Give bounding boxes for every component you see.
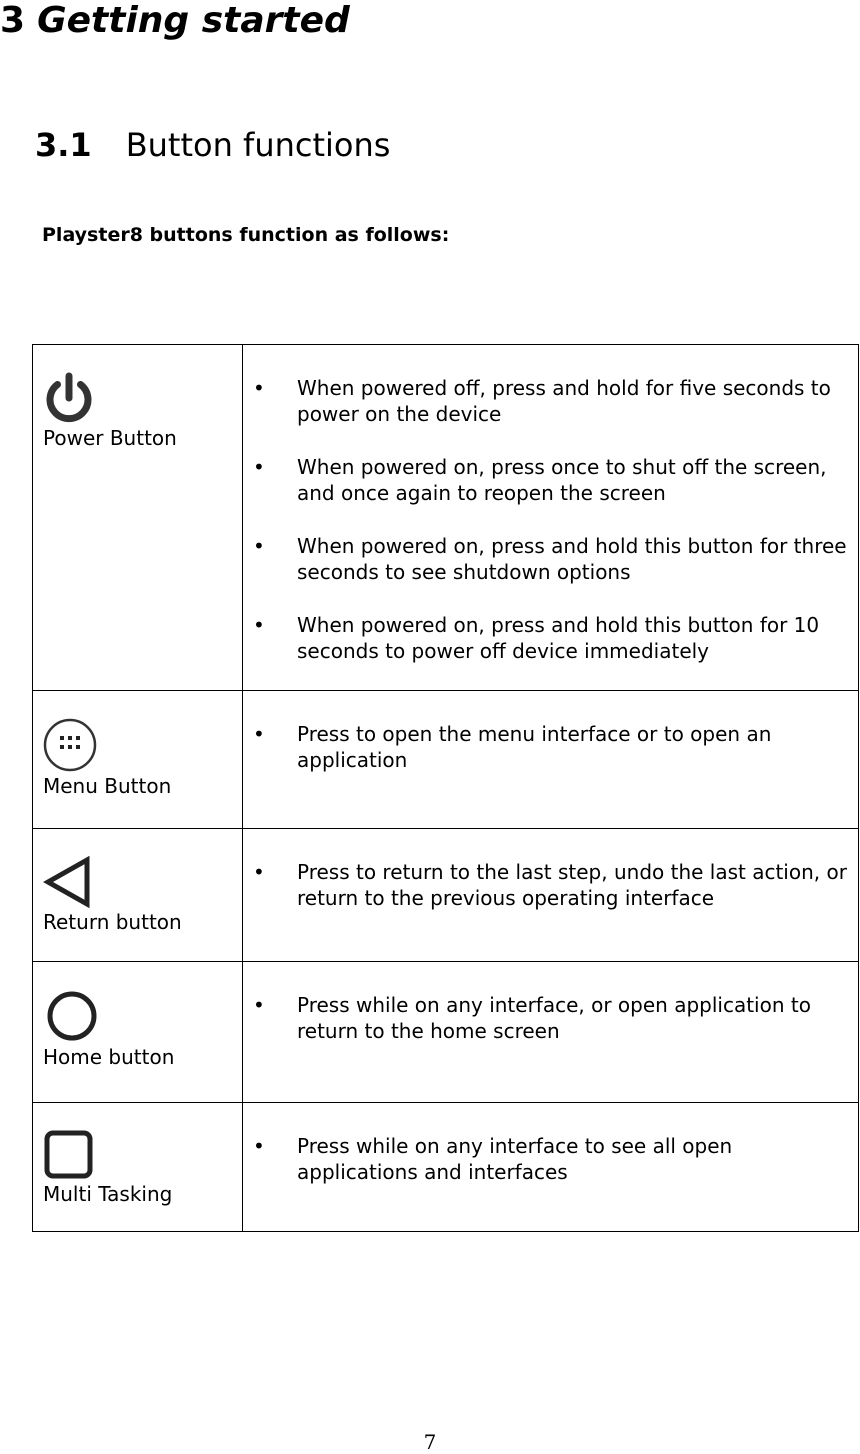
chapter-title: Getting started [37, 0, 350, 41]
menu-desc-list [243, 721, 850, 773]
power-desc-list [243, 375, 850, 664]
power-desc-cell [243, 345, 859, 691]
home-desc-list [243, 992, 850, 1044]
menu-button-label: Menu Button [43, 774, 172, 798]
chapter-heading [0, 0, 350, 42]
return-icon [43, 855, 232, 909]
section-heading [35, 125, 390, 165]
list-item: • When powered on, press once to shut off the screen, and once again to reopen the screen [243, 454, 850, 506]
intro-text: Playster8 buttons function as follows: [42, 224, 450, 246]
return-button-label: Return button [43, 910, 182, 934]
button-functions-table [32, 344, 859, 1232]
power-button-label: Power Button [43, 426, 177, 450]
multitask-desc-list [243, 1133, 850, 1185]
multitask-desc-cell [243, 1103, 859, 1232]
section-title: Button functions [125, 126, 391, 164]
home-icon [43, 988, 232, 1044]
table-row-multitask [33, 1103, 859, 1232]
chapter-number: 3 [0, 0, 26, 41]
home-label-cell [33, 962, 243, 1103]
multitask-icon [43, 1129, 232, 1181]
return-label-cell [33, 829, 243, 962]
table-row-power [33, 345, 859, 691]
list-item: • When powered on, press and hold this button for 10 seconds to power off device immediately [243, 612, 850, 664]
table-row-return [33, 829, 859, 962]
return-desc-list [243, 859, 850, 911]
table-row-home [33, 962, 859, 1103]
table-row-menu [33, 691, 859, 829]
list-item: • Press to open the menu interface or to open an application [243, 721, 850, 773]
list-item: • When powered off, press and hold for five seconds to power on the device [243, 375, 850, 427]
multitask-button-label: Multi Tasking [43, 1182, 173, 1206]
list-item: • Press while on any interface to see all open applications and interfaces [243, 1133, 850, 1185]
power-icon [43, 371, 232, 425]
power-label-cell [33, 345, 243, 691]
return-desc-cell [243, 829, 859, 962]
home-button-label: Home button [43, 1045, 175, 1069]
section-number: 3.1 [35, 126, 92, 164]
list-item: • When powered on, press and hold this button for three seconds to see shutdown options [243, 533, 850, 585]
home-desc-cell [243, 962, 859, 1103]
multitask-label-cell [33, 1103, 243, 1232]
list-item: • Press while on any interface, or open application to return to the home screen [243, 992, 850, 1044]
menu-desc-cell [243, 691, 859, 829]
page-number: 7 [423, 1430, 437, 1454]
menu-icon [43, 717, 232, 773]
menu-label-cell [33, 691, 243, 829]
list-item: • Press to return to the last step, undo the last action, or return to the previous operating interface [243, 859, 850, 911]
